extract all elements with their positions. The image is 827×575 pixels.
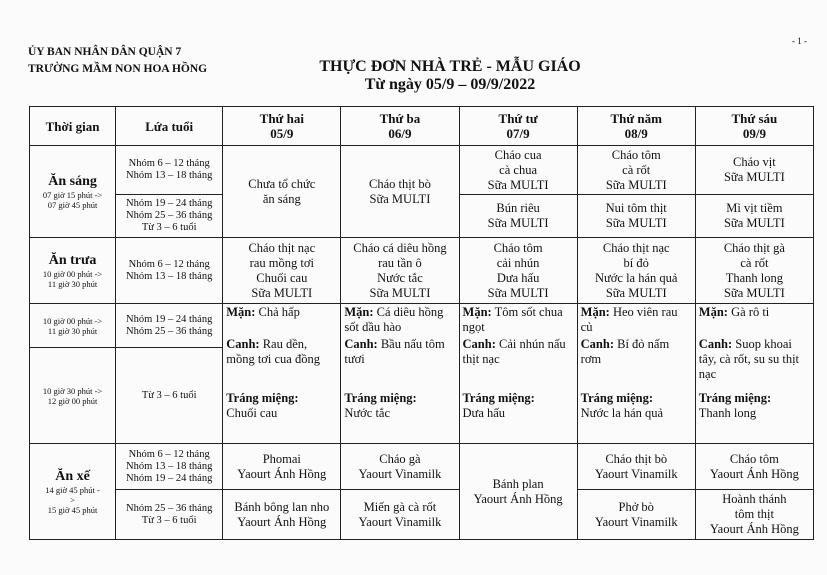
menu-cell-tue [341,444,459,490]
dish: Nước la hán quả [595,270,678,285]
dish: Dưa hấu [462,406,506,420]
dish: Bánh bông lan nho [234,499,330,514]
label: Canh: [580,337,614,351]
dish: Chưa tổ chức [248,176,316,191]
age-group: Nhóm 25 – 36 tháng [126,210,213,221]
lunch-meal-cell [30,238,116,304]
header-day [223,107,341,146]
menu-cell-wed [459,146,577,195]
header-row [30,107,814,146]
label: Canh: [226,337,260,351]
header-time: Thời gian [30,107,116,146]
dish: Nước tắc [344,406,391,420]
header-day [341,107,459,146]
dish: Cháo thịt bò [605,451,668,466]
dish: Cải nhún nấu thịt nạc [462,337,566,366]
header-day [577,107,695,146]
dish: bí đỏ [623,255,649,270]
dish: ăn sáng [262,191,301,206]
menu-cell-tue [341,146,459,238]
dish: Sữa MULTI [723,170,785,184]
day-name: Thứ năm [610,111,662,126]
dessert [699,391,810,421]
soup [226,337,337,367]
meal-time-start: 10 giờ 30 phút -> [42,385,103,396]
menu-cell-mon [223,490,341,540]
header-day [459,107,577,146]
dessert [463,391,574,421]
menu-cell-mon [223,444,341,490]
dish: Sữa MULTI [369,191,431,206]
dish: Sữa MULTI [605,177,667,192]
dish: Gà rô ti [731,305,770,319]
day-name: Thứ hai [259,111,304,126]
dish: Phở bò [618,499,654,514]
document-title [240,58,660,94]
menu-cell-wed [459,304,577,444]
age-group: Từ 3 – 6 tuổi [141,514,197,526]
meal-name: Ăn trưa [48,252,97,268]
dish: Bí đỏ nấm rơm [580,337,670,366]
label: Tráng miệng: [698,391,772,405]
meal-time-end: 11 giờ 30 phút [47,278,98,289]
dish: Dưa hấu [496,270,540,285]
dish: Yaourt Vinamilk [358,466,442,481]
menu-cell-tue [341,238,459,304]
main-dish [581,305,692,335]
age-group: Nhóm 6 – 12 tháng [128,258,210,270]
label: Mặn: [698,305,728,319]
menu-cell-wed [459,238,577,304]
dish: Nước tắc [377,270,423,285]
menu-table [29,106,814,540]
dish: Cháo thịt nạc [248,240,316,255]
page-number: - 1 - [792,36,807,46]
menu-cell-fri [695,146,813,195]
dish: Sữa MULTI [487,177,549,192]
day-name: Thứ sáu [731,111,778,126]
dish: Yaourt Ánh Hồng [473,491,563,506]
dish: Thanh long [698,406,757,420]
main-dish [463,305,574,335]
dish: Sữa MULTI [723,285,785,300]
lunch2-row-a [30,304,814,348]
meal-time-start: 10 giờ 00 phút -> [42,315,103,326]
dish: Yaourt Vinamilk [358,514,442,529]
title-line-1: THỰC ĐƠN NHÀ TRẺ - MẪU GIÁO [319,58,581,75]
dish: Sữa MULTI [723,216,785,230]
dish: Mì vịt tiềm [726,201,783,215]
dish: Suop khoai tây, cà rốt, su su thịt nạc [698,337,800,381]
age-group: Nhóm 25 – 36 tháng [126,502,213,514]
age-group-cell [116,490,223,540]
dish: Cháo thịt bò [369,176,431,191]
menu-cell-fri [695,304,813,444]
age-group: Nhóm 19 – 24 tháng [126,198,213,209]
snack-row-a [30,444,814,490]
dish: tôm thịt [734,507,775,521]
meal-time-start: 10 giờ 00 phút -> [42,268,103,279]
age-group-cell [116,238,223,304]
dish: Chuối cau [226,406,278,420]
dish: Rau dền, mồng tơi cua đồng [226,337,320,366]
menu-cell-thu [577,304,695,444]
meal-time-start: 07 giờ 15 phút -> [42,189,103,200]
dessert [344,391,455,421]
menu-cell-fri [695,490,813,540]
dish: Cháo tôm [729,451,779,466]
dish: Bầu nấu tôm tươi [344,337,445,366]
dish: Cháo thịt gà [723,240,785,255]
age-group: Nhóm 6 – 12 tháng [128,448,210,460]
menu-cell-fri [695,238,813,304]
menu-cell-mon [223,304,341,444]
menu-cell-thu [577,195,695,238]
age-group-cell [116,195,223,238]
day-name: Thứ tư [498,111,538,126]
header-age: Lứa tuổi [116,107,223,146]
breakfast-meal-cell [30,146,116,238]
meal-time-end: 07 giờ 45 phút [47,199,98,210]
dish: Bánh plan [492,476,544,491]
dish: Sữa MULTI [251,285,313,300]
menu-cell-mon [223,238,341,304]
label: Mặn: [580,305,610,319]
dish: cà rốt [622,162,651,177]
dish: Yaourt Ánh Hồng [237,466,327,481]
label: Tráng miệng: [226,391,299,405]
age-group: Nhóm 19 – 24 tháng [126,313,213,325]
dish: Chuối cau [256,270,308,285]
age-group-cell [116,146,223,195]
meal-time-arrow: > [70,494,75,505]
dish: Sữa MULTI [605,285,667,300]
day-date: 07/9 [506,126,530,141]
title-date-range: Từ ngày 05/9 – 09/9/2022 [364,76,536,93]
menu-cell-thu [577,490,695,540]
dish: Miến gà cà rốt [363,499,437,514]
main-dish [226,305,337,320]
dish: rau mồng tơi [249,255,314,270]
menu-cell-fri [695,444,813,490]
dish: Tôm sốt chua ngọt [462,305,563,334]
dish: cải nhún [496,255,540,270]
header-day [695,107,813,146]
dessert [581,391,692,421]
label: Mặn: [462,305,492,319]
snack-meal-cell [30,444,116,540]
age-group: Nhóm 13 – 18 tháng [126,460,213,472]
label: Canh: [344,337,378,351]
age-group: Nhóm 6 – 12 tháng [128,158,210,169]
lunch2-time-cell [30,304,116,348]
age-group: Nhóm 19 – 24 tháng [126,472,213,484]
age-group-cell [116,304,223,348]
dish: Cháo vịt [733,155,776,169]
menu-cell-thu [577,238,695,304]
soup [463,337,574,367]
meal-time-end: 15 giờ 45 phút [47,504,98,515]
day-date: 08/9 [624,126,648,141]
age-group: Nhóm 13 – 18 tháng [126,170,213,181]
dish: Yaourt Ánh Hồng [237,514,327,529]
dish: Cháo tôm [493,240,543,255]
snack-row-b [30,490,814,540]
dish: Cháo thịt nạc [602,240,670,255]
dish: Cháo tôm [611,147,661,162]
label: Tráng miệng: [344,391,417,405]
label: Mặn: [226,305,256,319]
dish: Yaourt Vinamilk [594,514,678,529]
soup [581,337,692,367]
dish: cà chua [499,162,537,177]
menu-cell-fri [695,195,813,238]
day-date: 06/9 [388,126,412,141]
age-group: Từ 3 – 6 tuổi [141,222,197,233]
dish: Phomai [262,451,301,466]
meal-time-start: 14 giờ 45 phút - [45,484,100,495]
main-dish [344,305,455,335]
dessert [226,391,337,421]
label: Tráng miệng: [580,391,653,405]
meal-name: Ăn sáng [48,173,97,189]
menu-cell-tue [341,490,459,540]
meal-name: Ăn xế [55,468,90,484]
menu-cell-wed [459,195,577,238]
dish: Heo viên rau củ [580,305,678,334]
day-date: 09/9 [742,126,766,141]
menu-cell-mon [223,146,341,238]
dish: Sữa MULTI [369,285,431,300]
menu-cell-thu [577,444,695,490]
meal-time-end: 11 giờ 30 phút [47,325,98,336]
dish: rau tần ô [378,255,422,270]
dish: Cá diêu hồng sốt dầu hào [344,305,444,334]
dish: Bún riêu [496,201,540,215]
dish: cà rốt [740,255,769,270]
label: Tráng miệng: [462,391,535,405]
dish: Cháo gà [379,451,421,466]
soup [344,337,455,367]
dish: Chả hấp [258,305,300,319]
label: Mặn: [344,305,374,319]
dish: Yaourt Vinamilk [594,466,678,481]
org-line-1: ỦY BAN NHÂN DÂN QUẬN 7 [28,46,182,58]
age-group: Nhóm 13 – 18 tháng [126,270,213,282]
org-line-2: TRƯỜNG MẦM NON HOA HỒNG [28,63,208,75]
dish: Sữa MULTI [487,216,549,230]
main-dish [699,305,810,320]
soup [699,337,810,382]
label: Canh: [698,337,733,351]
dish: Hoành thánh [722,492,787,506]
age-group-cell: Từ 3 – 6 tuổi [116,348,223,444]
age-group-cell [116,444,223,490]
dish: Sữa MULTI [605,216,667,230]
dish: Cháo cá diêu hồng [353,240,447,255]
meal-time-end: 12 giờ 00 phút [47,395,98,406]
dish: Thanh long [725,270,784,285]
organization-header [28,44,207,78]
dish: Nước la hán quả [580,406,664,420]
dish: Cháo cua [494,147,542,162]
breakfast-row-a [30,146,814,195]
dish: Yaourt Ánh Hồng [709,466,799,481]
menu-cell-tue [341,304,459,444]
label: Canh: [462,337,496,351]
day-date: 05/9 [270,126,294,141]
lunch-row [30,238,814,304]
dish: Nui tôm thịt [605,201,667,215]
day-name: Thứ ba [379,111,421,126]
dish: Sữa MULTI [487,285,549,300]
dish: Yaourt Ánh Hồng [709,522,799,536]
lunch2-time-cell [30,348,116,444]
menu-cell-thu [577,146,695,195]
menu-cell-wed [459,444,577,540]
age-group: Nhóm 25 – 36 tháng [126,325,213,337]
